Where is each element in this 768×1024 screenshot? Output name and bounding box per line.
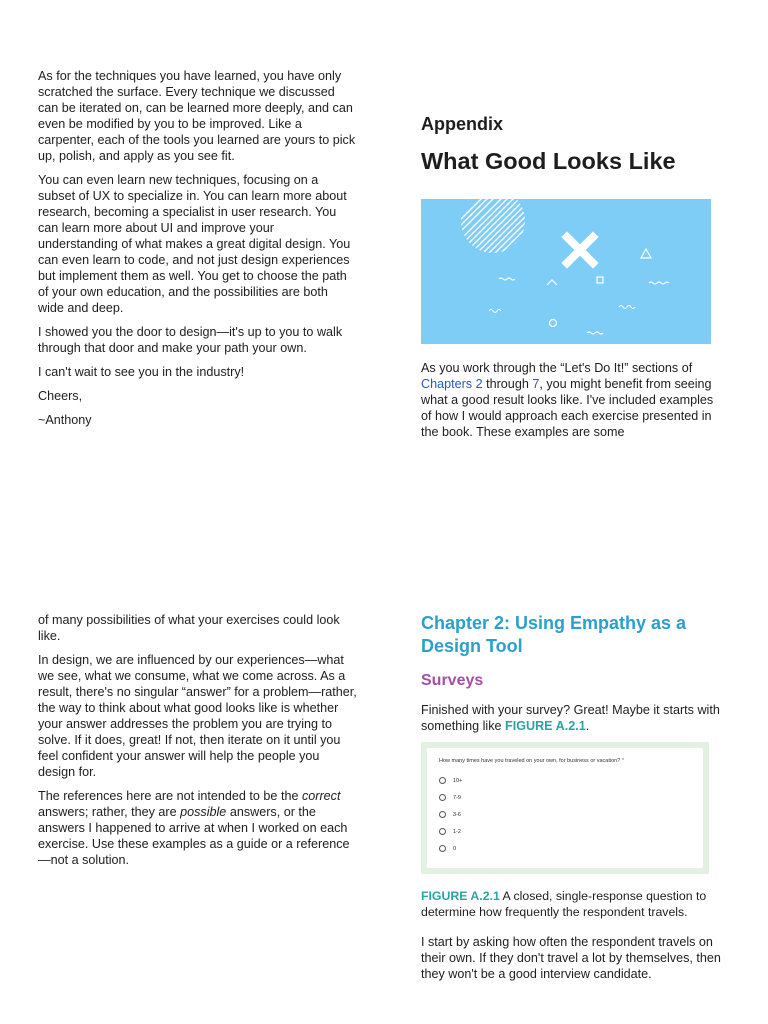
radio-option[interactable] <box>439 777 462 784</box>
radio-option[interactable] <box>439 811 461 818</box>
required-mark: * <box>621 758 624 764</box>
appendix-label: Appendix <box>421 114 504 134</box>
form-card <box>427 748 703 868</box>
radio-button-icon[interactable] <box>439 811 446 818</box>
radio-button-icon[interactable] <box>439 845 446 852</box>
squiggle-icon <box>587 332 603 334</box>
figure-label: FIGURE A.2.1 <box>421 889 500 903</box>
intro-paragraph <box>421 360 721 440</box>
paragraph: I can't wait to see you in the industry! <box>38 365 245 379</box>
chevron-up-icon <box>547 280 557 285</box>
appendix-title: What Good Looks Like <box>421 148 676 174</box>
option-label: 3-6 <box>453 811 461 818</box>
paragraph: In design, we are influenced by our experiences—what we see, what we consume, what we come across. As a result, there's no singular “answer” for a problem—rather, the way to think about what good looks like is whether your answer addresses the problem you are trying to solve. If it does, great! If not, then iterate on it until you feel confident your answer will help the people you design for. <box>38 653 357 779</box>
option-label: 1-2 <box>453 828 461 835</box>
option-label: 7-9 <box>453 794 461 801</box>
striped-circle-icon <box>435 199 551 257</box>
paragraph <box>38 788 358 868</box>
x-mark-icon <box>567 237 593 263</box>
text: Finished with your survey? Great! Maybe it starts with something like <box>421 703 720 733</box>
text: . <box>585 719 590 733</box>
text: answers; rather, they are <box>38 805 181 819</box>
radio-option[interactable] <box>439 794 461 801</box>
radio-option[interactable] <box>439 828 461 835</box>
hero-illustration <box>421 199 711 344</box>
figure-caption <box>421 888 737 920</box>
chapter-title: Chapter 2: Using Empathy as a Design Tool <box>421 613 687 656</box>
circle-icon <box>550 320 557 327</box>
section-title: Surveys <box>421 672 484 689</box>
survey-intro <box>421 702 737 734</box>
paragraph: I showed you the door to design—it's up to you to walk through that door and make your path your own. <box>38 325 343 355</box>
radio-button-icon[interactable] <box>439 794 446 801</box>
square-icon <box>597 277 603 283</box>
paragraph: I start by asking how often the respondent travels on their own. If they don't travel a lot by themselves, then they won't be a good interview candidate. <box>421 935 721 981</box>
radio-button-icon[interactable] <box>439 828 446 835</box>
intro-text: As you work through the “Let's Do It!” sections of <box>421 361 693 375</box>
paragraph: Cheers, <box>38 389 83 403</box>
hero-shapes <box>421 199 711 344</box>
paragraph: As for the techniques you have learned, you have only scratched the surface. Every technique we discussed can be iterated on, can be learned more deeply, and can even be modified by you to be improved. Like a carpenter, each of the tools you learned are yours to pick up, polish, and apply as you see fit. <box>38 69 356 163</box>
question-text: How many times have you traveled on your own, for business or vacation? <box>439 758 621 764</box>
signature-text: ~Anthony <box>38 413 92 427</box>
emphasis-text: possible <box>180 805 227 819</box>
option-label: 10+ <box>453 777 463 784</box>
squiggle-icon <box>649 282 669 284</box>
radio-option[interactable] <box>439 845 456 852</box>
page2-left-column <box>38 612 358 876</box>
page1-right-column <box>421 114 721 448</box>
radio-button-icon[interactable] <box>439 777 446 784</box>
text: The references here are not intended to be the <box>38 789 302 803</box>
squiggle-icon <box>619 306 635 309</box>
chapter-7-link[interactable]: 7 <box>532 377 540 391</box>
paragraph: You can even learn new techniques, focusing on a subset of UX to specialize in. You can learn more about research, becoming a specialist in user research. You can learn more about UI and improve your understanding of what makes a great digital design. You can even learn to code, and not just design experiences but implement them as well. You get to choose the path of your own education, and the possibilities are both wide and deep. <box>38 173 351 315</box>
survey-figure <box>421 742 709 874</box>
caption-text: A closed, single-response question to determine how frequently the respondent travels. <box>421 889 707 919</box>
triangle-icon <box>641 249 651 258</box>
intro-text: , you might benefit from seeing what a good result looks like. I've included examples of how I would approach each exercise presented in the book. These examples are some <box>421 377 714 439</box>
text: answers, or the answers I happened to arrive at when I worked on each exercise. Use these examples as a guide or a reference—not a solution. <box>38 805 350 867</box>
figure-reference-link[interactable]: FIGURE A.2.1 <box>505 719 586 733</box>
paragraph: of many possibilities of what your exercises could look like. <box>38 613 340 643</box>
page1-left-column <box>38 68 356 436</box>
page2-right-column <box>421 612 737 990</box>
survey-question <box>439 758 624 764</box>
option-label: 0 <box>453 845 457 852</box>
squiggle-icon <box>499 278 515 280</box>
chapters-2-link[interactable]: Chapters 2 <box>421 377 483 391</box>
intro-text: through <box>482 377 533 391</box>
squiggle-icon <box>489 310 501 313</box>
emphasis-text: correct <box>301 789 341 803</box>
